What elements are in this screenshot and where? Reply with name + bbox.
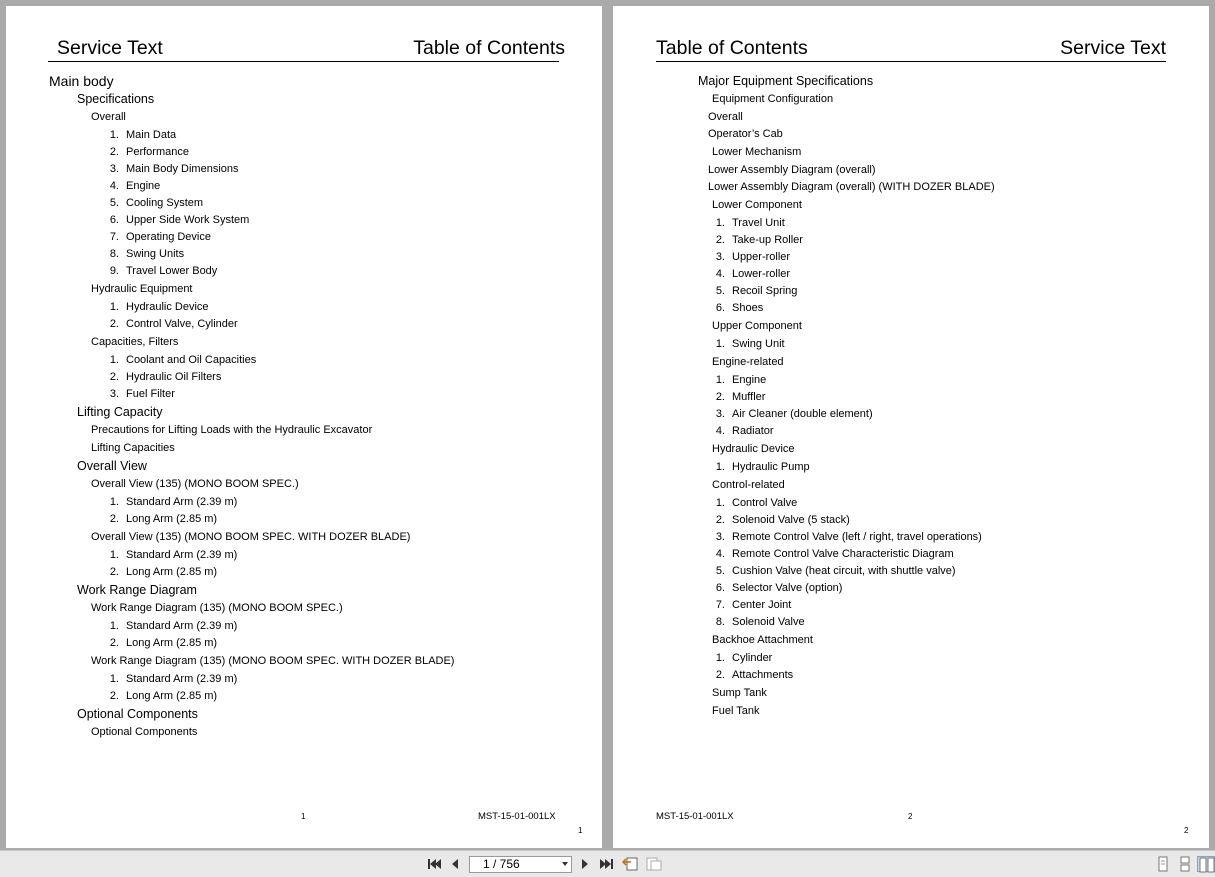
toc-entry[interactable] [102, 369, 221, 385]
toc-entry[interactable] [708, 580, 842, 596]
toc-entry-label: Swing Units [126, 248, 185, 260]
toc-entry[interactable] [708, 597, 791, 613]
toc-entry-label: Optional Components [91, 726, 198, 738]
toc-entry-label: Selector Valve (option) [732, 582, 843, 594]
toc-entry-label: Coolant and Oil Capacities [126, 354, 257, 366]
toc-entry[interactable] [102, 511, 217, 527]
toc-entry[interactable] [708, 126, 783, 142]
toc-entry[interactable] [708, 459, 810, 475]
toc-entry-label: Hydraulic Device [126, 301, 209, 313]
toc-entry[interactable] [102, 635, 217, 651]
toc-entry-label: Engine [732, 374, 767, 386]
toc-entry-label: Fuel Filter [126, 388, 175, 400]
toc-entry-label: Engine [126, 180, 161, 192]
toc-entry[interactable] [708, 389, 765, 405]
page-header-right: Table of Contents [413, 37, 565, 59]
toc-entry-label: Optional Components [77, 707, 198, 721]
header-rule [656, 61, 1166, 62]
footer-doc-code: MST-15-01-001LX [478, 811, 556, 822]
toc-entry-number: 2. [715, 514, 725, 526]
toc-entry-label: Main Body Dimensions [126, 163, 239, 175]
toc-entry-number: 6. [715, 302, 725, 314]
toc-entry[interactable] [91, 529, 410, 545]
toc-entry[interactable] [91, 653, 454, 669]
toc-entry-label: Lower-roller [732, 268, 791, 280]
toc-entry[interactable] [708, 283, 797, 299]
toc-entry[interactable] [708, 215, 785, 231]
header-rule [48, 61, 559, 62]
toc-entry-number: 6. [109, 214, 119, 226]
toc-entry[interactable] [102, 494, 237, 510]
toc-entry-label: Main Data [126, 129, 177, 141]
toc-entry-number: 3. [715, 408, 725, 420]
toc-entry-number: 9. [109, 265, 119, 277]
toc-entry-number: 2. [109, 146, 119, 158]
toc-entry-label: Lifting Capacity [77, 405, 163, 419]
toc-entry[interactable] [77, 404, 162, 420]
toc-entry-number: 2. [109, 371, 119, 383]
toc-entry-label: Cushion Valve (heat circuit, with shuttle valve) [732, 565, 956, 577]
toc-entry-label: Remote Control Valve (left / right, travel operations) [732, 531, 982, 543]
toc-entry-label: Long Arm (2.85 m) [126, 513, 218, 525]
toc-entry[interactable] [91, 109, 126, 125]
toc-entry-label: Lower Assembly Diagram (overall) [708, 164, 876, 176]
toc-entry[interactable] [102, 564, 217, 580]
toc-entry-label: Long Arm (2.85 m) [126, 637, 218, 649]
toc-entry-label: Lower Mechanism [712, 146, 802, 158]
toc-entry-label: Operator’s Cab [708, 128, 783, 140]
toc-entry-label: Hydraulic Oil Filters [126, 371, 222, 383]
toc-entry-number: 3. [715, 251, 725, 263]
toc-entry-number: 1. [715, 497, 725, 509]
toc-entry-label: Fuel Tank [712, 705, 760, 717]
toc-entry-number: 4. [715, 548, 725, 560]
chevron-down-icon[interactable] [562, 862, 568, 866]
toc-entry[interactable] [708, 495, 797, 511]
toc-entry[interactable] [91, 600, 343, 616]
toc-entry[interactable] [708, 529, 982, 545]
toc-entry-label: Specifications [77, 92, 155, 106]
toc-entry[interactable] [708, 300, 763, 316]
toc-entry[interactable] [708, 667, 793, 683]
toc-entry[interactable] [102, 178, 160, 194]
toc-entry-label: Work Range Diagram (135) (MONO BOOM SPEC.) [91, 602, 343, 614]
toc-entry-label: Control-related [712, 479, 785, 491]
toc-entry[interactable] [708, 563, 956, 579]
viewer-toolbar [0, 850, 1215, 877]
footer-doc-code: MST-15-01-001LX [656, 811, 734, 822]
toc-entry[interactable] [712, 632, 813, 648]
first-page-icon[interactable] [425, 856, 443, 872]
toc-entry[interactable] [708, 109, 743, 125]
toc-entry-label: Precautions for Lifting Loads with the Hydraulic Excavator [91, 424, 373, 436]
toc-entry[interactable] [77, 91, 154, 107]
toc-entry-label: Muffler [732, 391, 766, 403]
last-page-icon[interactable] [598, 856, 616, 872]
toc-entry-label: Hydraulic Equipment [91, 283, 193, 295]
toc-entry-label: Hydraulic Device [712, 443, 795, 455]
toc-entry[interactable] [77, 706, 198, 722]
toc-entry-number: 2. [715, 391, 725, 403]
toc-entry[interactable] [712, 685, 767, 701]
toc-entry-number: 1. [109, 673, 119, 685]
toc-entry-label: Operating Device [126, 231, 211, 243]
toc-entry-label: Equipment Configuration [712, 93, 834, 105]
toc-entry-label: Upper Component [712, 320, 802, 332]
toc-entry[interactable] [708, 249, 790, 265]
toc-entry-label: Solenoid Valve [732, 616, 805, 628]
toc-entry-number: 3. [715, 531, 725, 543]
toc-entry[interactable] [102, 316, 238, 332]
toc-entry-label: Main body [49, 73, 114, 89]
toc-entry-label: Upper Side Work System [126, 214, 250, 226]
toc-entry-label: Radiator [732, 425, 774, 437]
toc-entry-number: 4. [109, 180, 119, 192]
toc-entry-label: Lower Assembly Diagram (overall) (WITH DOZER BLADE) [708, 181, 995, 193]
toc-entry-label: Backhoe Attachment [712, 634, 813, 646]
toc-entry-label: Long Arm (2.85 m) [126, 690, 218, 702]
toc-entry-label: Overall View (135) (MONO BOOM SPEC.) [91, 478, 299, 490]
toc-entry-number: 2. [109, 690, 119, 702]
toc-entry[interactable] [102, 195, 203, 211]
toc-entry-label: Upper-roller [732, 251, 791, 263]
next-page-icon[interactable] [576, 856, 594, 872]
toc-entry-label: Travel Lower Body [126, 265, 218, 277]
toc-entry-number: 3. [109, 388, 119, 400]
toc-entry[interactable] [77, 458, 147, 474]
toc-entry-label: Engine-related [712, 356, 784, 368]
toc-entry[interactable] [102, 161, 239, 177]
toc-entry-label: Standard Arm (2.39 m) [126, 620, 238, 632]
toc-entry-number: 1. [715, 374, 725, 386]
toc-entry[interactable] [708, 336, 785, 352]
footer-page-number: 1 [301, 812, 306, 821]
toc-entry-label: Control Valve [732, 497, 798, 509]
toc-entry-number: 1. [715, 461, 725, 473]
toc-entry-label: Attachments [732, 669, 794, 681]
toc-entry[interactable] [712, 703, 760, 719]
toc-entry[interactable] [91, 476, 299, 492]
toc-entry-label: Lifting Capacities [91, 442, 175, 454]
toc-entry-label: Work Range Diagram (135) (MONO BOOM SPEC. WITH DOZER BLADE) [91, 655, 455, 667]
toc-entry-number: 7. [715, 599, 725, 611]
footer-page-number: 2 [908, 812, 913, 821]
toc-entry-label: Air Cleaner (double element) [732, 408, 873, 420]
toc-entry[interactable] [102, 127, 176, 143]
toc-entry[interactable] [91, 724, 197, 740]
toc-entry[interactable] [708, 614, 805, 630]
page-header-left: Service Text [57, 37, 163, 59]
forward-view-icon[interactable] [645, 856, 663, 872]
toc-entry[interactable] [102, 212, 249, 228]
toc-entry-number: 8. [715, 616, 725, 628]
toc-entry-number: 1. [715, 217, 725, 229]
toc-entry[interactable] [102, 688, 217, 704]
toc-entry[interactable] [102, 618, 237, 634]
toc-entry[interactable] [102, 352, 256, 368]
toc-entry[interactable] [708, 232, 803, 248]
toc-entry-label: Sump Tank [712, 687, 767, 699]
toc-entry[interactable] [712, 477, 785, 493]
page-indicator: 1 / 756 [483, 857, 520, 871]
toc-entry-number: 2. [109, 637, 119, 649]
toc-entry-label: Overall [91, 111, 126, 123]
toc-entry-number: 1. [109, 496, 119, 508]
toc-entry-number: 1. [715, 652, 725, 664]
toc-entry-number: 5. [715, 565, 725, 577]
toc-entry-label: Overall [708, 111, 743, 123]
page-number-select[interactable] [469, 856, 572, 873]
toc-entry-label: Overall View [77, 459, 147, 473]
two-page-view-icon[interactable] [1197, 856, 1215, 872]
toc-entry-number: 6. [715, 582, 725, 594]
toc-entry-number: 1. [715, 338, 725, 350]
toc-entry[interactable] [102, 547, 237, 563]
toc-entry[interactable] [712, 318, 802, 334]
toc-entry[interactable] [712, 197, 802, 213]
toc-entry[interactable] [708, 546, 954, 562]
toc-entry[interactable] [712, 91, 833, 107]
toc-entry[interactable] [708, 406, 873, 422]
toc-entry-label: Remote Control Valve Characteristic Diagram [732, 548, 954, 560]
continuous-view-icon[interactable] [1176, 856, 1194, 872]
toc-entry-number: 2. [109, 566, 119, 578]
toc-entry[interactable] [102, 671, 237, 687]
toc-entry-number: 7. [109, 231, 119, 243]
toc-entry-number: 5. [715, 285, 725, 297]
toc-entry-label: Lower Component [712, 199, 802, 211]
toc-entry-label: Standard Arm (2.39 m) [126, 549, 238, 561]
toc-entry-number: 2. [715, 234, 725, 246]
toc-entry[interactable] [49, 73, 114, 89]
single-page-view-icon[interactable] [1154, 856, 1172, 872]
toc-entry-label: Swing Unit [732, 338, 785, 350]
page-header-left: Table of Contents [656, 37, 808, 59]
toc-entry-label: Take-up Roller [732, 234, 803, 246]
toc-entry[interactable] [708, 372, 766, 388]
toc-entry[interactable] [712, 354, 784, 370]
toc-entry[interactable] [102, 386, 175, 402]
document-page-left [6, 6, 602, 848]
toc-entry[interactable] [91, 422, 372, 438]
toc-entry-number: 1. [109, 620, 119, 632]
toc-entry-label: Standard Arm (2.39 m) [126, 673, 238, 685]
footer-corner-number: 2 [1184, 826, 1189, 835]
toc-entry[interactable] [102, 246, 184, 262]
toc-entry[interactable] [708, 162, 876, 178]
toc-entry-label: Control Valve, Cylinder [126, 318, 238, 330]
toc-entry-number: 4. [715, 268, 725, 280]
toc-entry[interactable] [91, 281, 193, 297]
toc-entry[interactable] [102, 263, 217, 279]
toc-entry[interactable] [698, 73, 873, 89]
previous-page-icon[interactable] [446, 856, 464, 872]
back-view-icon[interactable] [622, 856, 640, 872]
toc-entry-number: 2. [109, 513, 119, 525]
toc-entry-number: 8. [109, 248, 119, 260]
toc-entry-label: Hydraulic Pump [732, 461, 810, 473]
toc-entry-number: 2. [715, 669, 725, 681]
toc-entry-number: 3. [109, 163, 119, 175]
toc-entry-label: Capacities, Filters [91, 336, 179, 348]
toc-entry-label: Major Equipment Specifications [698, 74, 874, 88]
page-header-right: Service Text [1060, 37, 1166, 59]
toc-entry[interactable] [91, 440, 175, 456]
toc-entry-label: Work Range Diagram [77, 583, 197, 597]
toc-entry-number: 1. [109, 129, 119, 141]
toc-entry-number: 4. [715, 425, 725, 437]
toc-entry-label: Recoil Spring [732, 285, 798, 297]
toc-entry[interactable] [712, 441, 795, 457]
toc-entry-label: Cooling System [126, 197, 204, 209]
toc-entry[interactable] [708, 650, 772, 666]
toc-entry[interactable] [708, 512, 850, 528]
toc-entry-number: 1. [109, 549, 119, 561]
toc-entry-number: 5. [109, 197, 119, 209]
toc-entry[interactable] [102, 229, 211, 245]
toc-entry-label: Long Arm (2.85 m) [126, 566, 218, 578]
toc-entry[interactable] [708, 423, 774, 439]
toc-entry-label: Shoes [732, 302, 764, 314]
toc-entry[interactable] [102, 144, 189, 160]
toc-entry-label: Center Joint [732, 599, 792, 611]
toc-entry[interactable] [91, 334, 178, 350]
document-page-right [613, 6, 1209, 848]
toc-entry-label: Standard Arm (2.39 m) [126, 496, 238, 508]
footer-corner-number: 1 [578, 826, 583, 835]
toc-entry[interactable] [77, 582, 197, 598]
toc-entry-number: 1. [109, 301, 119, 313]
toc-entry[interactable] [102, 299, 209, 315]
toc-entry-number: 1. [109, 354, 119, 366]
toc-entry-label: Overall View (135) (MONO BOOM SPEC. WITH DOZER BLADE) [91, 531, 411, 543]
toc-entry-label: Travel Unit [732, 217, 785, 229]
toc-entry[interactable] [708, 266, 790, 282]
toc-entry[interactable] [708, 179, 995, 195]
toc-entry-label: Cylinder [732, 652, 773, 664]
toc-entry-label: Solenoid Valve (5 stack) [732, 514, 850, 526]
toc-entry-label: Performance [126, 146, 189, 158]
toc-entry-number: 2. [109, 318, 119, 330]
toc-entry[interactable] [712, 144, 801, 160]
